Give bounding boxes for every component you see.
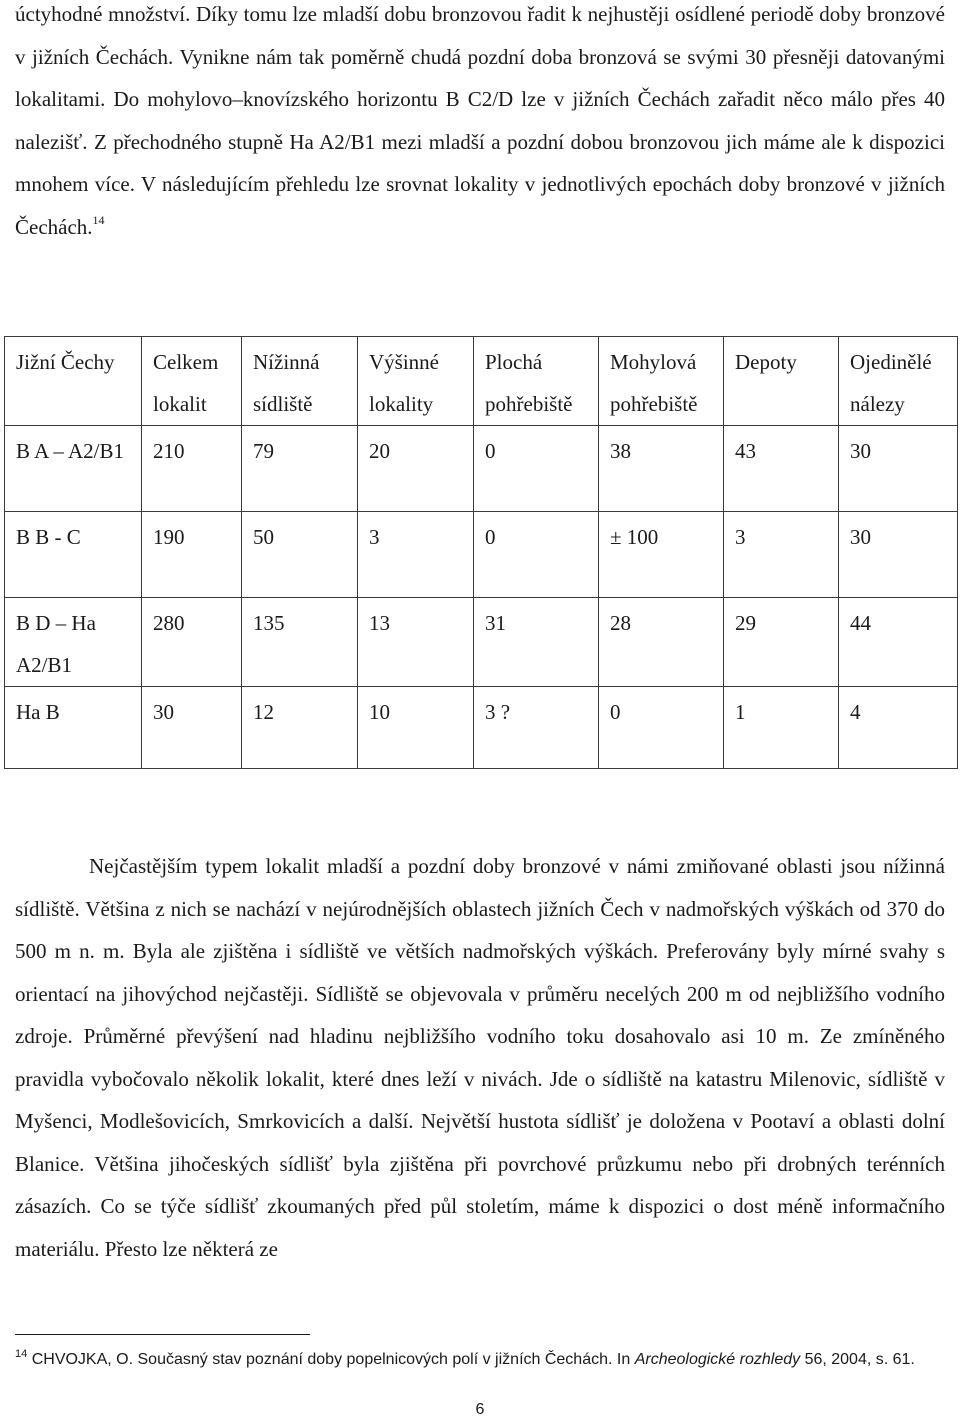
table-cell: 4	[839, 687, 958, 769]
table-cell: B A – A2/B1	[5, 426, 142, 512]
table-cell: 10	[358, 687, 474, 769]
table-cell: 50	[242, 512, 358, 598]
table-header-row	[5, 337, 958, 426]
table-cell: 3	[358, 512, 474, 598]
footnote-separator	[15, 1334, 310, 1335]
table-row	[5, 426, 958, 512]
table-header-cell: Ojedinělé nálezy	[839, 337, 958, 426]
table-cell: 30	[142, 687, 242, 769]
table-cell: ± 100	[599, 512, 724, 598]
table-cell: 29	[724, 598, 839, 687]
table-cell: 3	[724, 512, 839, 598]
sites-table-body	[5, 337, 958, 769]
table-cell: 0	[474, 426, 599, 512]
table-cell: 43	[724, 426, 839, 512]
body-paragraph	[15, 845, 945, 1270]
table-cell: 31	[474, 598, 599, 687]
table-cell: 0	[599, 687, 724, 769]
table-cell: 280	[142, 598, 242, 687]
sites-table	[4, 336, 958, 769]
table-row	[5, 512, 958, 598]
table-cell: 210	[142, 426, 242, 512]
table-cell: B D – Ha A2/B1	[5, 598, 142, 687]
table-cell: 135	[242, 598, 358, 687]
footnote-number: 14	[15, 1348, 28, 1360]
body-text: Nejčastějším typem lokalit mladší a pozdní doby bronzové v námi zmiňované oblasti jsou nížinná sídliště. Většina z nich se nachází v nejúrodnějších oblastech jižních Čech v nadmořských výškách od 370 do 500 m n. m. Byla ale zjištěna i sídliště ve větších nadmořských výškách. Preferovány byly mírné svahy s orientací na jihovýchod nejčastěji. Sídliště se objevovala v průměru necelých 200 m od nejbližšího vodního zdroje. Průměrné převýšení nad hladinu nejbližšího vodního toku dosahovalo asi 10 m. Ze zmíněného pravidla vybočovalo několik lokalit, které dnes leží v nivách. Jde o sídliště na katastru Milenovic, sídliště v Myšenci, Modlešovicích, Smrkovicích a další. Největší hustota sídlišť je doložena v Pootaví a oblasti dolní Blanice. Většina jihočeských sídlišť byla zjištěna při povrchové průzkumu nebo při drobných terénních zásazích. Co se týče sídlišť zkoumaných před půl stoletím, máme k dispozici o dost méně informačního materiálu. Přesto lze některá ze	[15, 854, 945, 1261]
intro-text	[15, 0, 945, 248]
footnote-text	[15, 1347, 945, 1373]
table-header-cell: Depoty	[724, 337, 839, 426]
table-header-cell: Plochá pohřebiště	[474, 337, 599, 426]
table-header-cell: Mohylová pohřebiště	[599, 337, 724, 426]
table-header-cell: Nížinná sídliště	[242, 337, 358, 426]
table-cell: 1	[724, 687, 839, 769]
table-header-cell: Výšinné lokality	[358, 337, 474, 426]
table-cell: 20	[358, 426, 474, 512]
table-cell: 30	[839, 512, 958, 598]
table-cell: 44	[839, 598, 958, 687]
footnote-journal: Archeologické rozhledy	[634, 1351, 801, 1368]
table-cell: 13	[358, 598, 474, 687]
table-row	[5, 598, 958, 687]
table-cell: 79	[242, 426, 358, 512]
footnote	[15, 1347, 945, 1373]
table-cell: 0	[474, 512, 599, 598]
table-header-cell: Jižní Čechy	[5, 337, 142, 426]
intro-paragraph	[15, 0, 945, 248]
table-header-cell: Celkem lokalit	[142, 337, 242, 426]
table-cell: 28	[599, 598, 724, 687]
intro-text-body: úctyhodné množství. Díky tomu lze mladší dobu bronzovou řadit k nejhustěji osídlené periodě doby bronzové v jižních Čechách. Vynikne nám tak poměrně chudá pozdní doba bronzová se svými 30 přesněji datovanými lokalitami. Do mohylovo–knovízského horizontu B C2/D lze v jižních Čechách zařadit něco málo přes 40 nalezišť. Z přechodného stupně Ha A2/B1 mezi mladší a pozdní dobou bronzovou jich máme ale k dispozici mnohem více. V následujícím přehledu lze srovnat lokality v jednotlivých epochách doby bronzové v jižních Čechách.	[15, 2, 945, 239]
table-cell: Ha B	[5, 687, 142, 769]
table-cell: 38	[599, 426, 724, 512]
footnote-reference: 14	[92, 212, 105, 227]
table-cell: 3 ?	[474, 687, 599, 769]
table-row	[5, 687, 958, 769]
table-cell: 190	[142, 512, 242, 598]
table-cell: 30	[839, 426, 958, 512]
footnote-citation-end: 56, 2004, s. 61.	[804, 1351, 915, 1368]
page-number: 6	[475, 1401, 485, 1418]
footnote-citation: CHVOJKA, O. Současný stav poznání doby popelnicových polí v jižních Čechách. In	[31, 1351, 631, 1368]
table-cell: 12	[242, 687, 358, 769]
table-cell: B B - C	[5, 512, 142, 598]
